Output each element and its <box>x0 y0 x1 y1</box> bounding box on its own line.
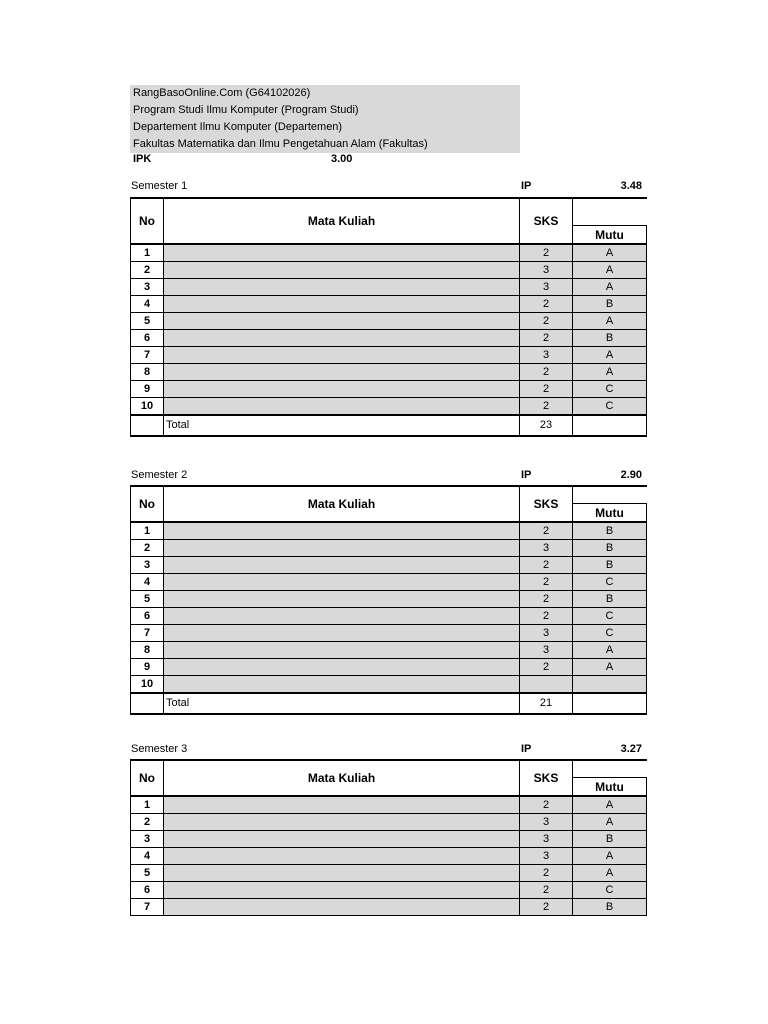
row-sks: 2 <box>520 244 573 262</box>
ipk-value: 3.00 <box>331 153 353 165</box>
student-name-nim: RangBasoOnline.Com (G64102026) <box>133 87 311 99</box>
row-mutu: B <box>573 831 647 848</box>
row-no: 1 <box>131 244 164 262</box>
semester-2-ip-label: IP <box>521 469 532 481</box>
row-sks: 2 <box>520 364 573 381</box>
total-sks: 23 <box>520 415 573 436</box>
header-sks: SKS <box>520 486 573 522</box>
row-no: 8 <box>131 364 164 381</box>
row-mutu: C <box>573 574 647 591</box>
row-sks: 3 <box>520 347 573 364</box>
table-row <box>131 330 647 347</box>
row-mutu: C <box>573 608 647 625</box>
row-mata-kuliah <box>164 814 520 831</box>
table-row <box>131 899 647 916</box>
row-no: 6 <box>131 608 164 625</box>
row-no: 5 <box>131 313 164 330</box>
row-mutu: B <box>573 296 647 313</box>
row-no: 3 <box>131 831 164 848</box>
ipk-label: IPK <box>133 153 152 165</box>
row-mata-kuliah <box>164 347 520 364</box>
row-sks: 2 <box>520 796 573 814</box>
row-mata-kuliah <box>164 591 520 608</box>
row-no: 4 <box>131 574 164 591</box>
row-mata-kuliah <box>164 540 520 557</box>
row-mutu: B <box>573 522 647 540</box>
table-row <box>131 625 647 642</box>
table-row <box>131 814 647 831</box>
fakultas: Fakultas Matematika dan Ilmu Pengetahuan Alam (Fakultas) <box>133 138 428 150</box>
row-no: 7 <box>131 347 164 364</box>
table-row <box>131 591 647 608</box>
row-mata-kuliah <box>164 574 520 591</box>
semester-3-ip-label: IP <box>521 743 532 755</box>
row-mata-kuliah <box>164 625 520 642</box>
row-no: 9 <box>131 659 164 676</box>
header-mata-kuliah: Mata Kuliah <box>164 760 520 796</box>
row-mata-kuliah <box>164 659 520 676</box>
row-mata-kuliah <box>164 296 520 313</box>
row-sks: 2 <box>520 591 573 608</box>
total-sks: 21 <box>520 693 573 714</box>
row-mata-kuliah <box>164 899 520 916</box>
row-no: 7 <box>131 899 164 916</box>
semester-2-table <box>130 485 647 715</box>
table-row <box>131 659 647 676</box>
row-sks: 2 <box>520 899 573 916</box>
row-sks: 2 <box>520 522 573 540</box>
row-no: 6 <box>131 882 164 899</box>
table-row <box>131 557 647 574</box>
row-mata-kuliah <box>164 522 520 540</box>
row-no: 4 <box>131 848 164 865</box>
row-no: 5 <box>131 591 164 608</box>
row-mutu: A <box>573 313 647 330</box>
row-mutu: B <box>573 330 647 347</box>
row-mutu: A <box>573 279 647 296</box>
table-row <box>131 676 647 694</box>
row-mutu: A <box>573 848 647 865</box>
row-sks: 2 <box>520 330 573 347</box>
program-studi: Program Studi Ilmu Komputer (Program Studi) <box>133 104 359 116</box>
table-row <box>131 642 647 659</box>
table-row <box>131 608 647 625</box>
row-sks <box>520 676 573 694</box>
row-mata-kuliah <box>164 848 520 865</box>
row-mata-kuliah <box>164 381 520 398</box>
row-sks: 3 <box>520 625 573 642</box>
row-mata-kuliah <box>164 262 520 279</box>
row-mutu <box>573 676 647 694</box>
table-row <box>131 296 647 313</box>
table-row <box>131 522 647 540</box>
row-sks: 3 <box>520 262 573 279</box>
semester-1-table <box>130 197 647 437</box>
row-mutu: A <box>573 262 647 279</box>
row-mutu: C <box>573 625 647 642</box>
row-mata-kuliah <box>164 608 520 625</box>
row-mata-kuliah <box>164 642 520 659</box>
row-mata-kuliah <box>164 865 520 882</box>
row-sks: 3 <box>520 814 573 831</box>
row-sks: 2 <box>520 865 573 882</box>
header-no: No <box>131 198 164 244</box>
row-mutu: A <box>573 796 647 814</box>
header-no: No <box>131 486 164 522</box>
row-mata-kuliah <box>164 244 520 262</box>
total-label: Total <box>164 693 520 714</box>
row-sks: 2 <box>520 313 573 330</box>
row-no: 3 <box>131 279 164 296</box>
table-row <box>131 865 647 882</box>
row-mutu: B <box>573 540 647 557</box>
row-no: 8 <box>131 642 164 659</box>
row-sks: 2 <box>520 557 573 574</box>
header-mutu-spacer <box>573 760 647 778</box>
departemen: Departement Ilmu Komputer (Departemen) <box>133 121 343 133</box>
total-mutu-cell <box>573 415 647 436</box>
table-row <box>131 313 647 330</box>
row-mutu: C <box>573 398 647 416</box>
table-row <box>131 398 647 416</box>
row-mata-kuliah <box>164 557 520 574</box>
row-mutu: A <box>573 364 647 381</box>
row-mutu: A <box>573 659 647 676</box>
row-mata-kuliah <box>164 398 520 416</box>
total-no-cell <box>131 415 164 436</box>
table-row <box>131 796 647 814</box>
row-mutu: B <box>573 557 647 574</box>
row-no: 2 <box>131 262 164 279</box>
row-mata-kuliah <box>164 313 520 330</box>
row-no: 10 <box>131 676 164 694</box>
row-mutu: B <box>573 591 647 608</box>
total-mutu-cell <box>573 693 647 714</box>
row-no: 1 <box>131 796 164 814</box>
row-sks: 3 <box>520 540 573 557</box>
table-row <box>131 540 647 557</box>
row-mata-kuliah <box>164 330 520 347</box>
row-sks: 2 <box>520 659 573 676</box>
row-sks: 2 <box>520 574 573 591</box>
row-no: 4 <box>131 296 164 313</box>
row-no: 6 <box>131 330 164 347</box>
row-mutu: A <box>573 642 647 659</box>
row-sks: 3 <box>520 642 573 659</box>
row-no: 9 <box>131 381 164 398</box>
semester-1-ip-label: IP <box>521 180 532 192</box>
table-row <box>131 381 647 398</box>
table-row <box>131 831 647 848</box>
row-mata-kuliah <box>164 796 520 814</box>
total-no-cell <box>131 693 164 714</box>
row-mata-kuliah <box>164 364 520 381</box>
row-mutu: C <box>573 882 647 899</box>
row-mata-kuliah <box>164 676 520 694</box>
table-row <box>131 244 647 262</box>
row-mata-kuliah <box>164 882 520 899</box>
header-mutu-spacer <box>573 198 647 226</box>
table-row <box>131 347 647 364</box>
semester-3-label: Semester 3 <box>131 743 188 755</box>
row-mutu: A <box>573 865 647 882</box>
semester-1-ip-value: 3.48 <box>620 180 642 192</box>
row-sks: 2 <box>520 608 573 625</box>
semester-1-rows <box>131 244 647 415</box>
semester-1-label: Semester 1 <box>131 180 188 192</box>
row-sks: 2 <box>520 882 573 899</box>
semester-2-ip-value: 2.90 <box>620 469 642 481</box>
header-mutu: Mutu <box>573 504 647 523</box>
row-no: 10 <box>131 398 164 416</box>
row-mata-kuliah <box>164 279 520 296</box>
semester-3-table <box>130 759 647 916</box>
header-sks: SKS <box>520 760 573 796</box>
row-sks: 2 <box>520 296 573 313</box>
table-row <box>131 279 647 296</box>
header-sks: SKS <box>520 198 573 244</box>
row-mata-kuliah <box>164 831 520 848</box>
row-no: 7 <box>131 625 164 642</box>
header-mutu: Mutu <box>573 226 647 245</box>
header-no: No <box>131 760 164 796</box>
row-mutu: A <box>573 244 647 262</box>
header-mutu-spacer <box>573 486 647 504</box>
row-mutu: C <box>573 381 647 398</box>
table-row <box>131 364 647 381</box>
row-no: 2 <box>131 814 164 831</box>
semester-2-label: Semester 2 <box>131 469 188 481</box>
row-sks: 3 <box>520 848 573 865</box>
row-sks: 2 <box>520 381 573 398</box>
header-mata-kuliah: Mata Kuliah <box>164 198 520 244</box>
row-no: 5 <box>131 865 164 882</box>
semester-2-rows <box>131 522 647 693</box>
header-mutu: Mutu <box>573 778 647 797</box>
semester-3-rows <box>131 796 647 916</box>
row-mutu: B <box>573 899 647 916</box>
row-sks: 3 <box>520 831 573 848</box>
semester-3-ip-value: 3.27 <box>620 743 642 755</box>
row-no: 1 <box>131 522 164 540</box>
header-mata-kuliah: Mata Kuliah <box>164 486 520 522</box>
row-mutu: A <box>573 814 647 831</box>
row-no: 3 <box>131 557 164 574</box>
row-sks: 2 <box>520 398 573 416</box>
table-row <box>131 848 647 865</box>
table-row <box>131 262 647 279</box>
table-row <box>131 574 647 591</box>
table-row <box>131 882 647 899</box>
row-mutu: A <box>573 347 647 364</box>
row-sks: 3 <box>520 279 573 296</box>
total-label: Total <box>164 415 520 436</box>
row-no: 2 <box>131 540 164 557</box>
